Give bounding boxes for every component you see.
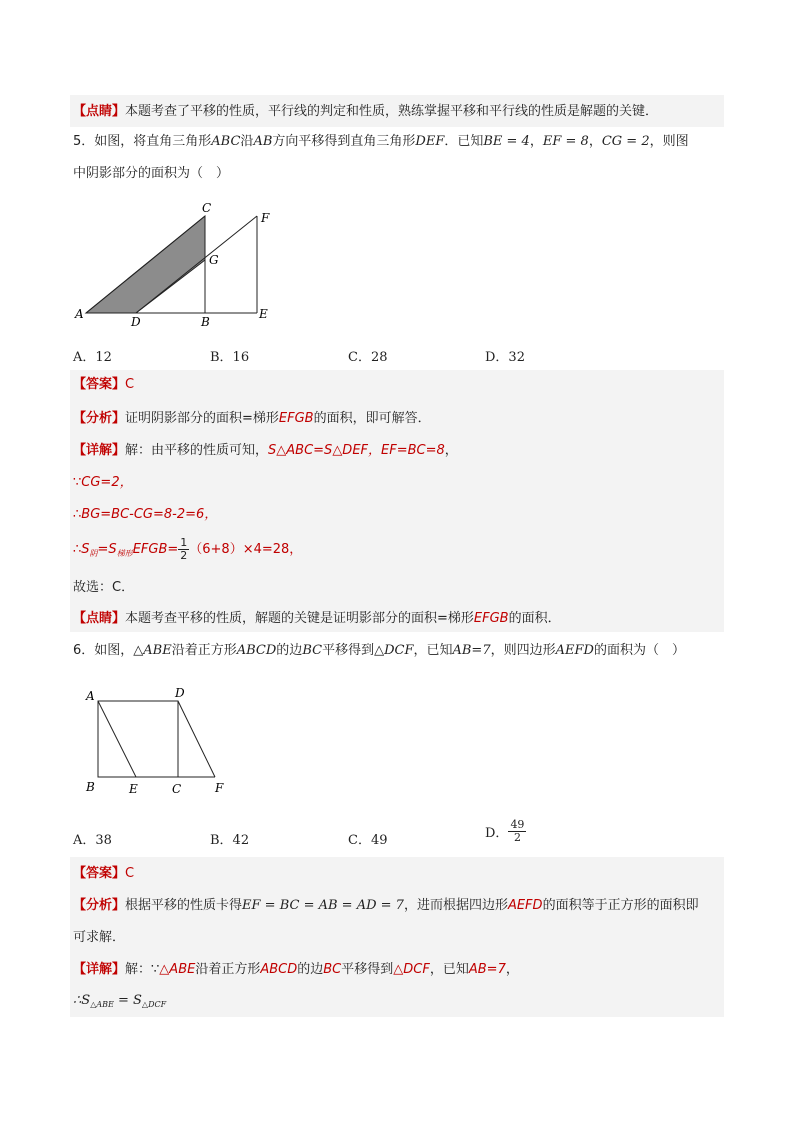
- q6-stem: [73, 641, 685, 661]
- stem-text: 5．如图，将直角三角形: [73, 134, 212, 149]
- fraction-den: 2: [180, 549, 188, 562]
- analysis-equation: EF = BC = AB = AD = 7: [242, 898, 404, 913]
- stem-be: BE = 4: [483, 134, 530, 149]
- stem-def: DEF: [415, 134, 445, 149]
- point-g: G: [209, 253, 219, 267]
- detail-tag: 【详解】: [73, 962, 126, 977]
- segment-ae: [98, 701, 136, 777]
- answer-tag: 【答案】: [73, 377, 126, 392]
- last-text: = S: [113, 993, 142, 1008]
- stem-text: 方向平移得到直角三角形: [272, 134, 416, 149]
- step3-text: （6+8）×4=28，: [189, 542, 303, 557]
- point-c: C: [172, 782, 182, 796]
- q5-detail: [73, 441, 458, 461]
- stem-text: ，则四边形: [490, 643, 556, 658]
- detail-highlight: BC: [323, 962, 342, 977]
- q6-option-d[interactable]: [485, 819, 526, 844]
- analysis-text: 证明阴影部分的面积=梯形: [125, 411, 279, 426]
- detail-text: 解：∵: [125, 962, 160, 977]
- analysis-tag: 【分析】: [73, 411, 126, 426]
- stem-ab: AB: [253, 134, 273, 149]
- analysis-text: 根据平移的性质卡得: [125, 898, 243, 913]
- q6-detail: [73, 960, 519, 980]
- segment-df: [178, 701, 215, 777]
- stem-abe: △ABE: [133, 643, 172, 658]
- stem-bc: BC: [302, 643, 323, 658]
- q6-analysis-line2: 可求解．: [73, 930, 126, 945]
- stem-text: 沿着正方形: [171, 643, 237, 658]
- detail-tag: 【详解】: [73, 443, 126, 458]
- point-e: E: [259, 307, 268, 321]
- detail-highlight: S△ABC=S△DEF，EF=BC=8: [268, 443, 445, 458]
- stem-aefd: AEFD: [555, 643, 594, 658]
- q5-answer: [73, 375, 134, 395]
- detail-text: 解：由平移的性质可知，: [125, 443, 269, 458]
- point-b: B: [86, 780, 95, 794]
- stem-text: 的边: [276, 643, 303, 658]
- stem-text: 平移得到: [322, 643, 375, 658]
- point-a: A: [86, 689, 95, 703]
- dianjing-text: 的面积．: [508, 611, 561, 626]
- step3-sub: 阴: [89, 549, 98, 558]
- analysis-highlight: AEFD: [507, 898, 543, 913]
- detail-highlight: AB=7: [468, 962, 506, 977]
- fraction-num: 49: [510, 818, 525, 831]
- q5-step3: [73, 535, 302, 565]
- fraction-one-half: [178, 537, 189, 562]
- step3-text: ∴S: [73, 542, 90, 557]
- dianjing-text: 本题考查平移的性质，解题的关键是证明影部分的面积=梯形: [125, 611, 474, 626]
- dianjing-tag: 【点睛】: [73, 611, 126, 626]
- stem-text: ，则图: [649, 134, 689, 149]
- q5-figure: [70, 198, 290, 330]
- q5-choose: 故选：C．: [73, 580, 135, 595]
- analysis-tag: 【分析】: [73, 898, 126, 913]
- detail-text: ，: [505, 962, 519, 977]
- step3-sub: 梯形: [116, 549, 133, 558]
- point-c: C: [202, 201, 212, 215]
- q6-last-line: [73, 991, 166, 1015]
- detail-highlight: ABCD: [260, 962, 298, 977]
- point-f: F: [261, 211, 270, 225]
- point-a: A: [75, 307, 84, 321]
- step3-text: EFGB=: [132, 542, 179, 557]
- analysis-text: ，进而根据四边形: [403, 898, 508, 913]
- stem-cg: CG = 2: [601, 134, 650, 149]
- answer-value: C: [125, 866, 135, 881]
- stem-dcf: △DCF: [374, 643, 414, 658]
- point-d: D: [131, 315, 141, 329]
- stem-abc: ABC: [211, 134, 241, 149]
- q4-dianjing: [73, 102, 658, 122]
- stem-text: ．已知: [444, 134, 484, 149]
- analysis-highlight: EFGB: [278, 411, 314, 426]
- stem-text: 6．如图，: [73, 643, 134, 658]
- q6-solution-panel: [70, 857, 724, 1017]
- point-b: B: [201, 315, 210, 329]
- q5-step2: ∴BG=BC-CG=8-2=6，: [73, 507, 218, 522]
- dianjing-highlight: EFGB: [473, 611, 509, 626]
- stem-text: 沿: [240, 134, 254, 149]
- answer-value: C: [125, 377, 135, 392]
- last-sub: △ABE: [90, 1000, 114, 1009]
- detail-highlight: △DCF: [393, 962, 430, 977]
- dianjing-text: 本题考查了平移的性质，平行线的判定和性质，熟练掌握平移和平行线的性质是解题的关键．: [125, 104, 659, 119]
- detail-text: ，: [444, 443, 458, 458]
- option-d-label: D．: [485, 826, 509, 841]
- stem-ef: EF = 8: [542, 134, 589, 149]
- q5-stem-line1: 5．如图，将直角三角形ABC沿AB方向平移得到直角三角形DEF．已知BE = 4，EF = 8，CG = 2，则图: [73, 134, 689, 149]
- answer-tag: 【答案】: [73, 866, 126, 881]
- point-e: E: [129, 782, 138, 796]
- step3-text: =S: [97, 542, 117, 557]
- fraction-den: 2: [513, 831, 521, 844]
- fraction-num: 1: [180, 536, 188, 549]
- analysis-text: 的面积，即可解答．: [313, 411, 431, 426]
- q6-option-c[interactable]: C．49: [348, 833, 388, 848]
- detail-highlight: △ABE: [159, 962, 196, 977]
- q5-analysis: [73, 409, 431, 429]
- q5-option-d[interactable]: D．32: [485, 350, 525, 365]
- q5-option-a[interactable]: A．12: [73, 350, 112, 365]
- option-d-fraction: [508, 819, 526, 844]
- detail-text: 平移得到: [341, 962, 394, 977]
- q6-answer: [73, 864, 134, 884]
- square-abcd: [98, 701, 178, 777]
- stem-text: 中阴影部分的面积为（ ）: [73, 166, 230, 181]
- detail-text: 的边: [297, 962, 324, 977]
- q6-analysis-line1: [73, 896, 699, 916]
- analysis-text: 的面积等于正方形的面积即: [542, 898, 699, 913]
- point-d: D: [175, 686, 185, 700]
- q6-option-b[interactable]: B．42: [210, 833, 250, 848]
- last-text: ∴S: [73, 993, 91, 1008]
- q5-step1: ∵CG=2，: [73, 475, 133, 490]
- point-f: F: [215, 781, 224, 795]
- q6-option-a[interactable]: A．38: [73, 833, 112, 848]
- detail-text: ，已知: [429, 962, 469, 977]
- dianjing-tag: 【点睛】: [73, 104, 126, 119]
- q6-figure: [80, 684, 240, 800]
- last-sub: △DCF: [141, 1000, 167, 1009]
- stem-abcd: ABCD: [236, 643, 277, 658]
- q5-option-b[interactable]: B．16: [210, 350, 250, 365]
- stem-text: 的面积为（ ）: [593, 643, 685, 658]
- q5-dianjing: [73, 609, 561, 629]
- q5-stem-line2: [73, 164, 229, 184]
- stem-text: ，已知: [413, 643, 453, 658]
- stem-ab7: AB=7: [452, 643, 491, 658]
- q5-option-c[interactable]: C．28: [348, 350, 388, 365]
- detail-text: 沿着正方形: [195, 962, 261, 977]
